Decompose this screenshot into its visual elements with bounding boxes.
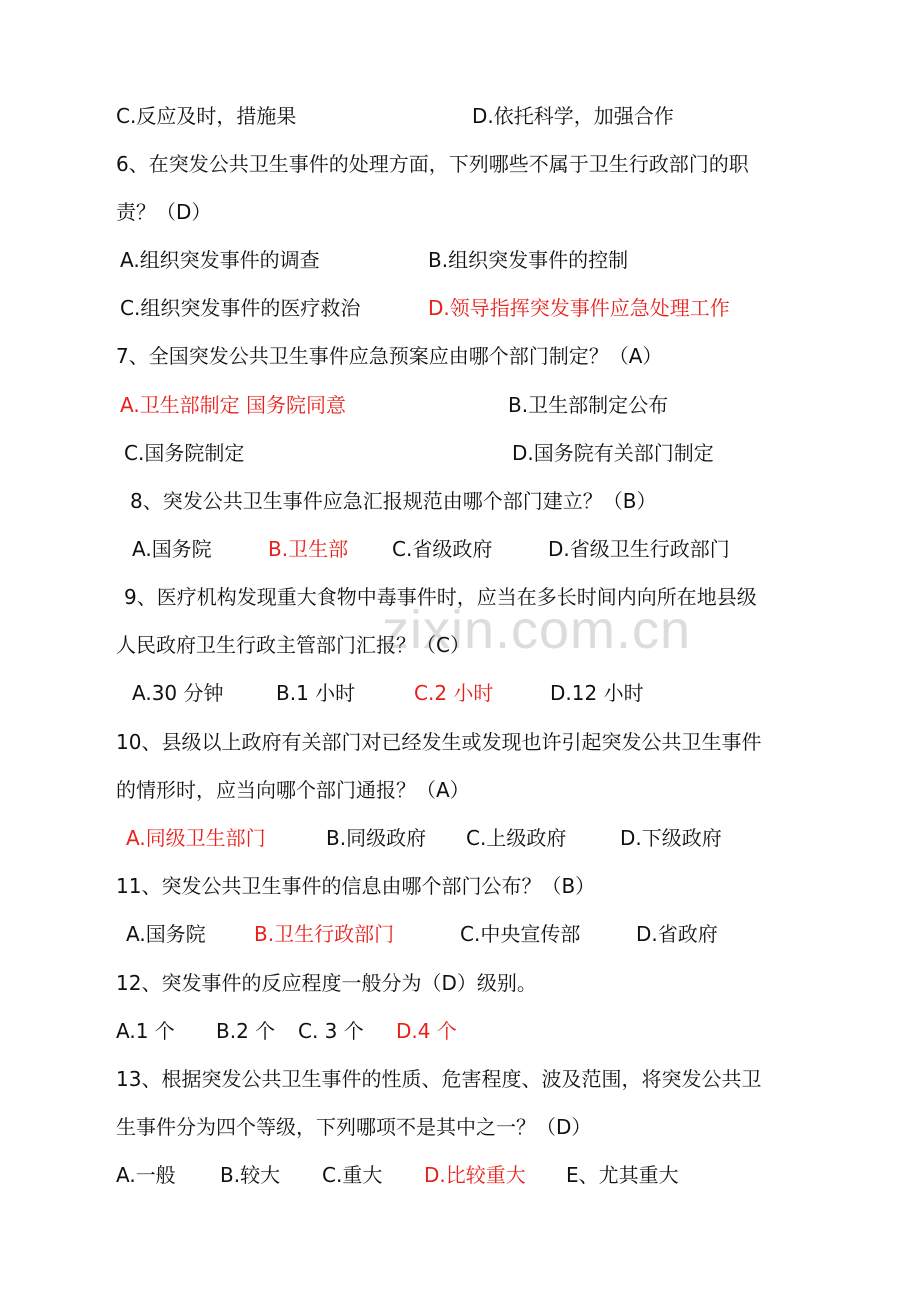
q11-option-c: C.中央宣传部 — [460, 922, 581, 946]
q5-option-d: D.依托科学，加强合作 — [472, 104, 674, 128]
q6-question-line2: 责？（D） — [116, 200, 212, 224]
q12-option-b: B.2 个 — [216, 1019, 276, 1043]
q13-option-c: C.重大 — [322, 1163, 383, 1187]
q7-option-d: D.国务院有关部门制定 — [512, 441, 714, 465]
q10-question-line2: 的情形时，应当向哪个部门通报？（A） — [116, 778, 470, 802]
q6-option-a: A.组织突发事件的调查 — [120, 248, 320, 272]
q9-option-b: B.1 小时 — [276, 681, 356, 705]
q12-option-a: A.1 个 — [116, 1019, 175, 1043]
q9-option-d: D.12 小时 — [550, 681, 644, 705]
q8-option-d: D.省级卫生行政部门 — [548, 537, 730, 561]
q10-option-b: B.同级政府 — [326, 826, 427, 850]
q11-option-a: A.国务院 — [126, 922, 206, 946]
q6-option-d-answer: D.领导指挥突发事件应急处理工作 — [428, 296, 730, 320]
q12-question: 12、突发事件的反应程度一般分为（D）级别。 — [116, 971, 537, 995]
q7-option-b: B.卫生部制定公布 — [508, 393, 669, 417]
q11-option-d: D.省政府 — [636, 922, 718, 946]
q5-option-c: C.反应及时，措施果 — [116, 104, 297, 128]
q13-option-d-answer: D.比较重大 — [424, 1163, 526, 1187]
q9-option-c-answer: C.2 小时 — [414, 681, 494, 705]
q13-question-line2: 生事件分为四个等级，下列哪项不是其中之一？（D） — [116, 1115, 592, 1139]
q8-option-b-answer: B.卫生部 — [268, 537, 349, 561]
q11-question: 11、突发公共卫生事件的信息由哪个部门公布？（B） — [116, 874, 596, 898]
q8-option-a: A.国务院 — [132, 537, 212, 561]
q7-question: 7、全国突发公共卫生事件应急预案应由哪个部门制定？（A） — [116, 344, 663, 368]
q6-option-c: C.组织突发事件的医疗救治 — [120, 296, 361, 320]
q10-option-a-answer: A.同级卫生部门 — [126, 826, 266, 850]
q9-question-line2: 人民政府卫生行政主管部门汇报？（C） — [116, 633, 470, 657]
q9-option-a: A.30 分钟 — [132, 681, 224, 705]
q9-question-line1: 9、医疗机构发现重大食物中毒事件时，应当在多长时间内向所在地县级 — [124, 585, 757, 609]
q12-option-c: C. 3 个 — [298, 1019, 364, 1043]
q13-question-line1: 13、根据突发公共卫生事件的性质、危害程度、波及范围，将突发公共卫 — [116, 1067, 762, 1091]
q10-option-d: D.下级政府 — [620, 826, 722, 850]
q6-question-line1: 6、在突发公共卫生事件的处理方面，下列哪些不属于卫生行政部门的职 — [116, 152, 749, 176]
q6-option-b: B.组织突发事件的控制 — [428, 248, 629, 272]
q13-option-b: B.较大 — [220, 1163, 281, 1187]
q12-option-d-answer: D.4 个 — [396, 1019, 457, 1043]
q13-option-e: E、尤其重大 — [566, 1163, 679, 1187]
q8-option-c: C.省级政府 — [392, 537, 493, 561]
q10-option-c: C.上级政府 — [466, 826, 567, 850]
q7-option-c: C.国务院制定 — [124, 441, 245, 465]
q11-option-b-answer: B.卫生行政部门 — [254, 922, 395, 946]
q7-option-a-answer: A.卫生部制定 国务院同意 — [120, 393, 347, 417]
q8-question: 8、突发公共卫生事件应急汇报规范由哪个部门建立？（B） — [130, 489, 657, 513]
watermark: zixin.com.cn — [382, 600, 692, 660]
q10-question-line1: 10、县级以上政府有关部门对已经发生或发现也许引起突发公共卫生事件 — [116, 730, 762, 754]
q13-option-a: A.一般 — [116, 1163, 176, 1187]
